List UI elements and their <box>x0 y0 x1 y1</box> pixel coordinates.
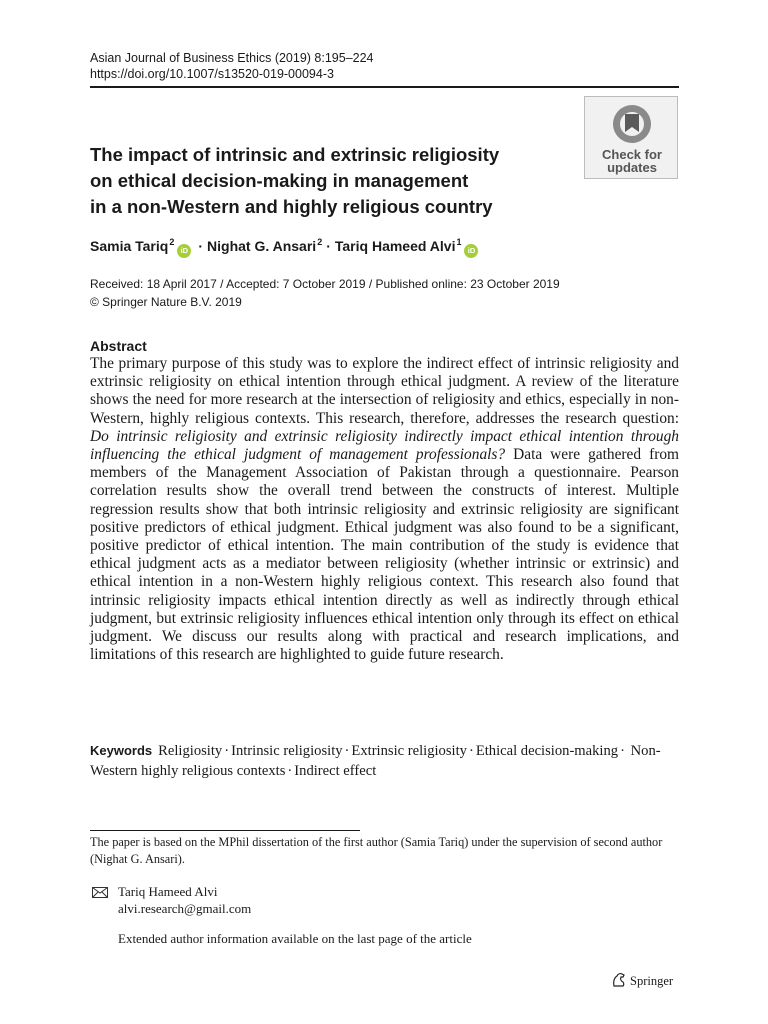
keyword-separator: · <box>620 743 625 759</box>
keyword: Intrinsic religiosity <box>231 743 343 759</box>
author-affiliation: 1 <box>456 237 462 247</box>
abstract-heading: Abstract <box>90 338 147 354</box>
article-title <box>90 142 570 220</box>
extended-author-note: Extended author information available on the last page of the article <box>118 931 472 946</box>
doi-link[interactable]: https://doi.org/10.1007/s13520-019-00094-3 <box>90 67 334 81</box>
keyword-separator: · <box>344 743 350 759</box>
badge-text <box>585 148 679 174</box>
copyright-line: © Springer Nature B.V. 2019 <box>90 295 242 309</box>
journal-header <box>90 50 374 82</box>
abstract-text-1: The primary purpose of this study was to explore the indirect effect of intrinsic religiosity and extrinsic religiosity on ethical intention through ethical judgment. A review of the literature shows the need for more research at the intersection of religiosity and ethics, especially in non-Western, highly religious contexts. This research, therefore, addresses the research question: <box>90 355 679 427</box>
publisher-name: Springer <box>630 974 674 988</box>
history-dates: Received: 18 April 2017 / Accepted: 7 October 2019 / Published online: 23 October 2019 <box>90 277 560 291</box>
author-name[interactable]: Samia Tariq <box>90 238 169 254</box>
author-separator: · <box>326 238 331 254</box>
author-name[interactable]: Tariq Hameed Alvi <box>334 238 456 254</box>
author-list <box>90 232 481 258</box>
envelope-icon <box>92 887 108 898</box>
publisher-logo[interactable] <box>611 972 673 989</box>
keywords-label: Keywords <box>90 743 153 758</box>
orcid-icon[interactable]: iD <box>177 244 191 258</box>
footnote: The paper is based on the MPhil dissertation of the first author (Samia Tariq) under the supervision of second author (Nighat G. Ansari). <box>90 835 663 866</box>
abstract-text-2: Data were gathered from members of the Management Association of Pakistan through a questionnaire. Pearson correlation results show the overall trend between the constructs of interest. Multiple regression results show that both intrinsic religiosity and extrinsic religiosity are significant positive predictors of ethical judgment. Ethical judgment was also found to be a significant, positive predictor of ethical intention. The main contribution of the study is evidence that ethical judgment acts as a mediator between religiosity (whether intrinsic or extrinsic) and ethical intention in a non-Western highly religious context. This research also found that intrinsic religiosity impacts ethical intention directly as well as indirectly through ethical judgment, but extrinsic religiosity influences ethical intention only through its effect on ethical judgment. We discuss our results along with practical and research implications, and limitations of this research are highlighted to guide future research. <box>90 446 680 664</box>
keyword: Non-Western highly religious contexts <box>90 743 661 779</box>
publication-dates <box>90 275 560 311</box>
footnote-rule <box>90 830 360 831</box>
corresponding-author-email[interactable]: alvi.research@gmail.com <box>118 901 252 916</box>
keyword-separator: · <box>468 743 474 759</box>
badge-line-1: Check for <box>602 147 662 162</box>
keyword: Indirect effect <box>294 763 377 779</box>
title-line-1: The impact of intrinsic and extrinsic religiosity <box>90 144 500 165</box>
title-line-3: in a non-Western and highly religious country <box>90 196 493 217</box>
keyword: Ethical decision-making <box>475 743 619 759</box>
orcid-icon[interactable]: iD <box>464 244 478 258</box>
keyword: Religiosity <box>158 743 223 759</box>
keyword-separator: · <box>287 763 293 779</box>
author-name[interactable]: Nighat G. Ansari <box>207 238 317 254</box>
keywords-section <box>90 741 679 781</box>
author-affiliation: 2 <box>317 237 323 247</box>
research-question: Do intrinsic religiosity and extrinsic religiosity indirectly impact ethical intention through influencing the ethical judgment of management professionals? <box>90 427 679 464</box>
keyword-separator: · <box>224 743 230 759</box>
author-separator: · <box>198 238 204 254</box>
check-for-updates-badge[interactable] <box>584 96 678 179</box>
crossmark-icon <box>612 104 652 144</box>
header-rule <box>90 86 679 88</box>
journal-citation: Asian Journal of Business Ethics (2019) 8:195–224 <box>90 51 374 65</box>
corresponding-author-name: Tariq Hameed Alvi <box>118 884 218 899</box>
author-affiliation: 2 <box>169 237 175 247</box>
badge-line-2: updates <box>607 160 657 175</box>
title-line-2: on ethical decision-making in management <box>90 170 469 191</box>
springer-horse-icon <box>611 972 627 988</box>
abstract-body <box>90 355 679 664</box>
keyword: Extrinsic religiosity <box>351 743 467 759</box>
